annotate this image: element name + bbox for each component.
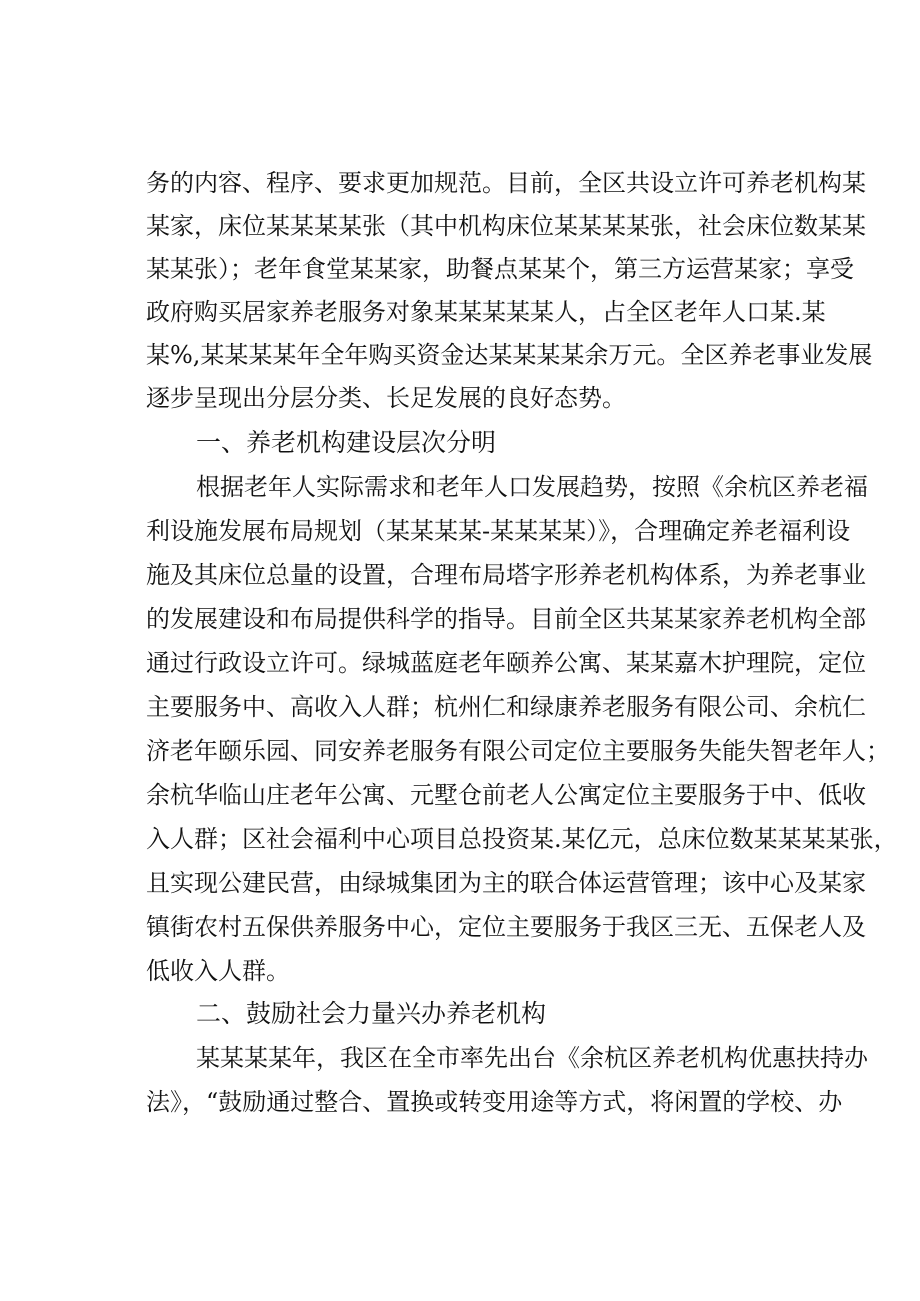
paragraph-line: 某某某某年，我区在全市率先出台《余杭区养老机构优惠扶持办 <box>196 1044 868 1072</box>
paragraph-line: 主要服务中、高收入人群；杭州仁和绿康养老服务有限公司、余杭仁 <box>146 693 866 721</box>
paragraph-line: 逐步呈现出分层分类、长足发展的良好态势。 <box>146 384 626 412</box>
section-heading: 二、鼓励社会力量兴办养老机构 <box>196 999 547 1028</box>
paragraph-line: 通过行政设立许可。绿城蓝庭老年颐养公寓、某某嘉木护理院，定位 <box>146 649 866 677</box>
paragraph-line: 某%,某某某某年全年购买资金达某某某某余万元。全区养老事业发展 <box>146 341 873 369</box>
paragraph-line: 法》，“鼓励通过整合、置换或转变用途等方式，将闲置的学校、办 <box>146 1088 843 1116</box>
paragraph-line: 镇街农村五保供养服务中心，定位主要服务于我区三无、五保老人及 <box>146 913 866 941</box>
paragraph-line: 余杭华临山庄老年公寓、元墅仓前老人公寓定位主要服务于中、低收 <box>146 781 866 809</box>
paragraph-line: 务的内容、程序、要求更加规范。目前，全区共设立许可养老机构某 <box>146 169 866 197</box>
paragraph-line: 根据老年人实际需求和老年人口发展趋势，按照《余杭区养老福 <box>196 473 868 501</box>
paragraph-line: 某家，床位某某某某张（其中机构床位某某某某张，社会床位数某某 <box>146 212 866 240</box>
paragraph-line: 且实现公建民营，由绿城集团为主的联合体运营管理；该中心及某家 <box>146 869 866 897</box>
paragraph-line: 济老年颐乐园、同安养老服务有限公司定位主要服务失能失智老年人； <box>146 737 890 765</box>
section-heading: 一、养老机构建设层次分明 <box>196 428 497 457</box>
paragraph-line: 入人群；区社会福利中心项目总投资某.某亿元，总床位数某某某某张， <box>146 825 898 853</box>
paragraph-line: 利设施发展布局规划（某某某某-某某某某）》，合理确定养老福利设 <box>146 517 851 545</box>
paragraph-line: 施及其床位总量的设置，合理布局塔字形养老机构体系，为养老事业 <box>146 561 866 589</box>
paragraph-line: 的发展建设和布局提供科学的指导。目前全区共某某家养老机构全部 <box>146 605 866 633</box>
paragraph-line: 某某张）；老年食堂某某家，助餐点某某个，第三方运营某家；享受 <box>146 255 854 283</box>
paragraph-line: 政府购买居家养老服务对象某某某某某人，占全区老年人口某.某 <box>146 298 826 326</box>
paragraph-line: 低收入人群。 <box>146 957 290 985</box>
